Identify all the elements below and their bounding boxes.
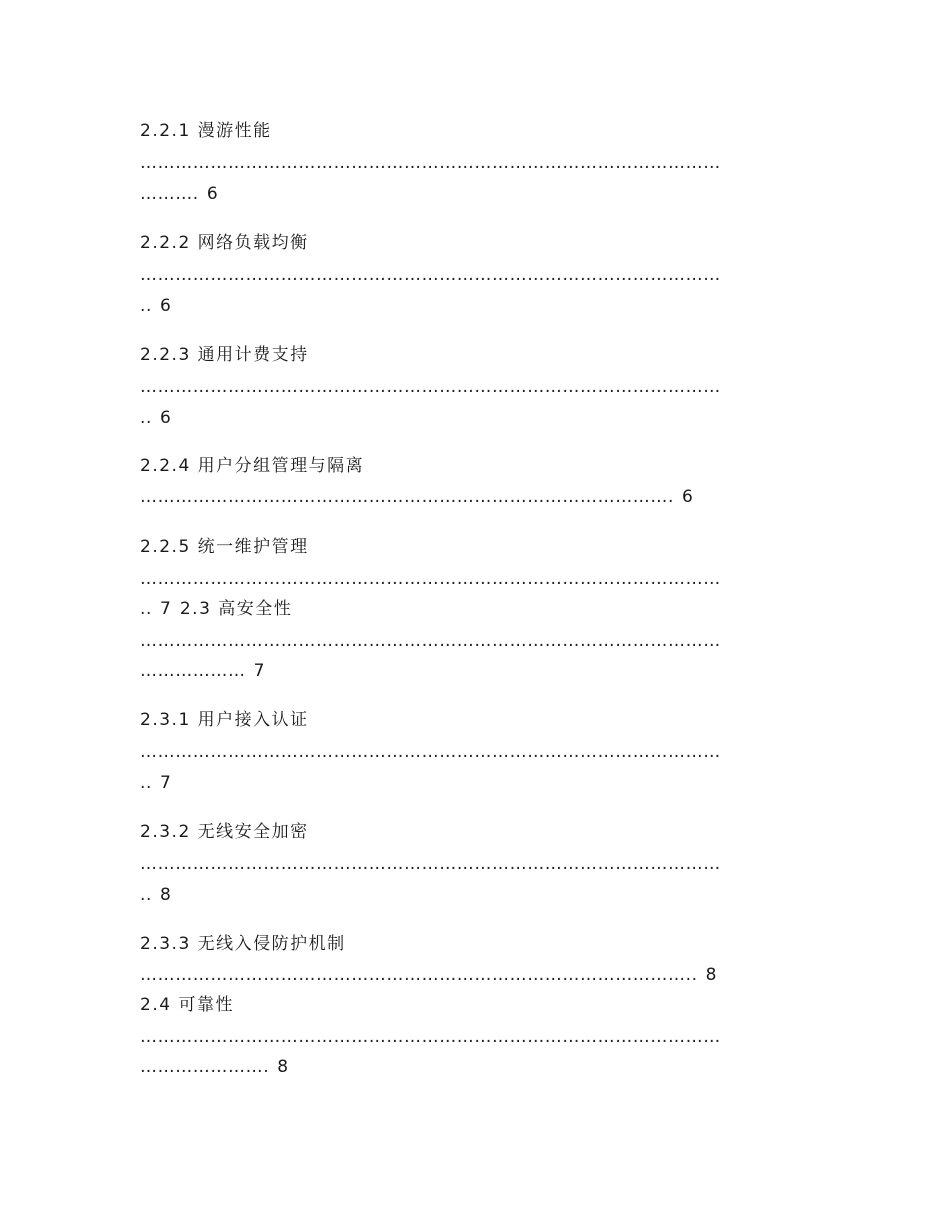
toc-entry-title[interactable]: 2.2.2 网络负载均衡: [140, 233, 309, 253]
toc-page-number[interactable]: 8: [160, 885, 172, 905]
toc-leader-end: [140, 965, 717, 985]
toc-page-number[interactable]: 7: [160, 599, 172, 619]
toc-leader-dots: ………………………………………………………………………………………: [140, 742, 721, 762]
toc-leader-dots: ..: [140, 408, 153, 428]
toc-entry-title[interactable]: 2.2.3 通用计费支持: [140, 345, 309, 365]
toc-leader-dots: ………………………………………………………………………………………: [140, 265, 721, 285]
toc-leader-dots: ………………: [140, 661, 246, 681]
toc-page-number[interactable]: 8: [705, 965, 718, 985]
toc-page-number[interactable]: 6: [160, 296, 172, 316]
toc-leader-end: [140, 885, 172, 905]
toc-entry-title[interactable]: 2.3.3 无线入侵防护机制: [140, 934, 346, 954]
toc-leader-dots: …………………………………………………………………………………..: [140, 965, 698, 985]
toc-page-number[interactable]: 6: [206, 184, 219, 204]
toc-leader-end: [140, 487, 694, 507]
toc-leader-end: [140, 599, 292, 619]
toc-entry-title[interactable]: 2.3.1 用户接入认证: [140, 710, 309, 730]
toc-leader-end: [140, 184, 219, 204]
toc-entry-title[interactable]: 2.3 高安全性: [179, 599, 293, 619]
toc-leader-dots: ………………………………………………………………………………………: [140, 854, 721, 874]
toc-leader-dots: ………………….: [140, 1057, 270, 1077]
toc-leader-dots: ..: [140, 296, 153, 316]
toc-page-number[interactable]: 7: [253, 661, 266, 681]
toc-leader-end: [140, 408, 172, 428]
toc-leader-dots: ..: [140, 773, 153, 793]
toc-leader-dots: ………………………………………………………………………………………: [140, 153, 721, 173]
toc-entry-title[interactable]: 2.3.2 无线安全加密: [140, 822, 309, 842]
toc-leader-dots: ..: [140, 599, 153, 619]
toc-leader-end: [140, 661, 265, 681]
toc-entry-title[interactable]: 2.2.1 漫游性能: [140, 121, 272, 141]
toc-leader-dots: ..: [140, 885, 153, 905]
toc-leader-dots: ………………………………………………………………………………………: [140, 1027, 721, 1047]
toc-page-number[interactable]: 8: [277, 1057, 290, 1077]
toc-entry-title[interactable]: 2.4 可靠性: [140, 995, 234, 1015]
toc-leader-end: [140, 296, 172, 316]
toc-page-number[interactable]: 6: [160, 408, 172, 428]
toc-leader-dots: ………………………………………………………………………………………: [140, 377, 721, 397]
toc-page-number[interactable]: 7: [160, 773, 172, 793]
toc-page-number[interactable]: 6: [682, 487, 694, 507]
toc-leader-end: [140, 773, 172, 793]
toc-leader-dots: ………………………………………………………………………………………: [140, 569, 721, 589]
toc-leader-dots: ……….: [140, 184, 199, 204]
toc-leader-dots: ………………………………………………………………………………………: [140, 631, 721, 651]
toc-leader-end: [140, 1057, 289, 1077]
toc-leader-dots: ……………………………………………………………………………….: [140, 487, 675, 507]
toc-entry-title[interactable]: 2.2.5 统一维护管理: [140, 537, 309, 557]
toc-entry-title[interactable]: 2.2.4 用户分组管理与隔离: [140, 456, 365, 476]
